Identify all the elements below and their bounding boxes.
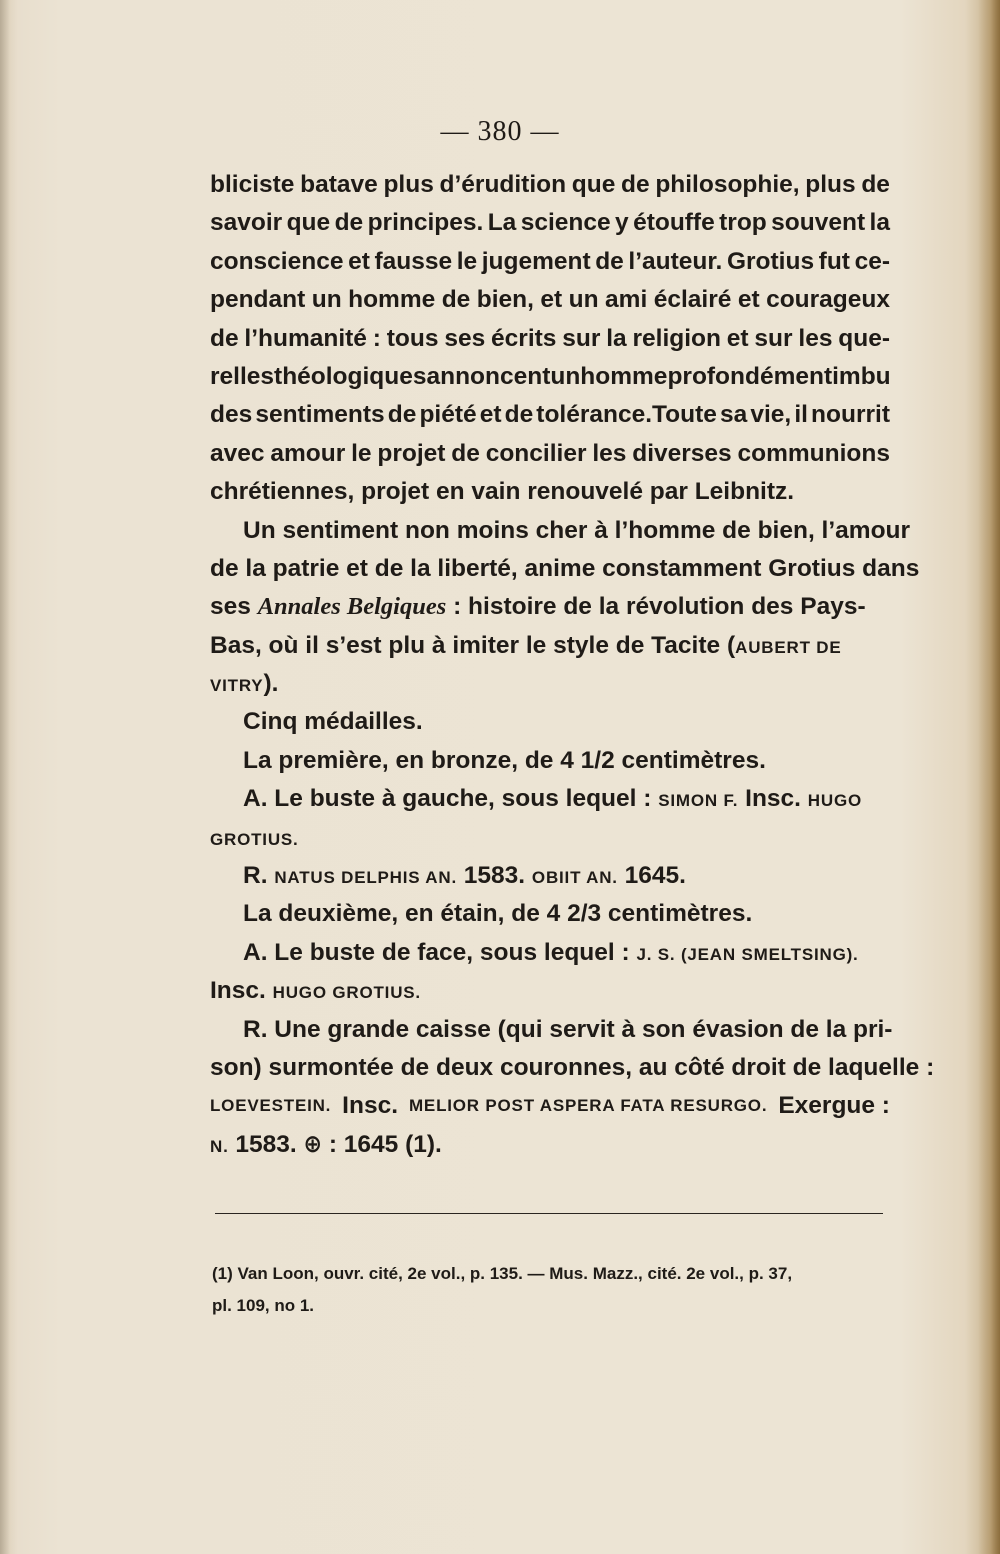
text-line: [210, 780, 890, 818]
word: et: [348, 247, 370, 275]
word: de: [387, 401, 417, 429]
text-line: [210, 396, 890, 434]
text-fragment: A. Le buste à gauche, sous lequel :: [243, 785, 652, 813]
word: fut: [818, 247, 850, 275]
text-line: [210, 243, 890, 281]
word: théologiques: [274, 362, 427, 390]
word: relles: [210, 362, 275, 390]
word: l’auteur.: [628, 247, 723, 275]
text-fragment: ses: [210, 593, 251, 621]
year: 1645.: [624, 862, 686, 890]
text-line: [210, 934, 890, 972]
word: que: [286, 209, 331, 237]
word: conscience: [210, 247, 344, 275]
word: y: [615, 209, 629, 237]
inscription: MELIOR POST ASPERA FATA RESURGO.: [408, 1096, 768, 1116]
word: fausse: [374, 247, 453, 275]
text-fragment: R.: [243, 862, 268, 890]
text-line: de la patrie et de la liberté, anime constamment Grotius dans: [210, 554, 920, 582]
page-number: — 380 —: [440, 116, 560, 147]
word: sur: [754, 324, 793, 352]
text-fragment: Exergue :: [778, 1092, 890, 1120]
word: amour: [270, 439, 346, 467]
footnote-rule: [215, 1213, 883, 1214]
inscription: HUGO: [807, 791, 862, 811]
word: communions: [737, 439, 890, 467]
page-gutter-shadow: [978, 0, 1000, 1554]
text-line: [210, 166, 890, 204]
word: un: [550, 362, 581, 390]
word: courageux: [766, 286, 890, 314]
text-line: La deuxième, en étain, de 4 2/3 centimètres.: [243, 900, 753, 928]
text-line: R. Une grande caisse (qui servit à son évasion de la pri-: [243, 1015, 893, 1043]
word: de: [441, 286, 471, 314]
word: plus: [805, 171, 856, 198]
word: et: [479, 401, 502, 429]
word: sentiments: [255, 401, 385, 429]
word: imbu: [832, 362, 891, 390]
book-title: Annales Belgiques: [257, 593, 447, 621]
word: homme: [580, 362, 668, 390]
footnote-line: (1) Van Loon, ouvr. cité, 2e vol., p. 135. — Mus. Mazz., cité. 2e vol., p. 37,: [212, 1264, 793, 1283]
word: batave: [300, 171, 378, 198]
inscription: HUGO GROTIUS.: [272, 983, 421, 1003]
word: tolérance.Toute: [536, 401, 717, 429]
word: La: [487, 209, 517, 237]
inscription: OBIIT AN.: [531, 868, 618, 888]
author-name: VITRY: [210, 676, 264, 696]
word: le: [351, 439, 372, 467]
word: éclairé: [653, 286, 732, 314]
word: un: [568, 286, 599, 314]
word: des: [210, 401, 253, 429]
text-fragment: A. Le buste de face, sous lequel :: [243, 938, 630, 966]
text-fragment: Insc.: [745, 785, 801, 813]
inscription: J. S. (JEAN SMELTSING).: [636, 944, 859, 964]
word: de: [334, 209, 364, 237]
text-line: Un sentiment non moins cher à l’homme de bien, l’amour: [243, 516, 911, 544]
word: un: [311, 286, 342, 314]
word: annoncent: [426, 362, 551, 390]
word: sur: [562, 324, 601, 352]
author-name: AUBERT DE: [735, 637, 842, 657]
word: que-: [838, 324, 890, 352]
page-left-edge: [0, 0, 10, 1554]
word: religion: [632, 324, 721, 352]
word: pendant: [210, 286, 306, 314]
word: le: [456, 247, 478, 275]
word: ce-: [854, 247, 890, 275]
word: plus: [383, 171, 434, 198]
word: homme: [348, 286, 436, 314]
text-fragment: Insc.: [342, 1092, 399, 1120]
word: la: [606, 324, 627, 352]
word: que: [571, 171, 616, 198]
word: de: [595, 247, 624, 275]
word: de: [621, 171, 650, 198]
inscription: LOEVESTEIN.: [210, 1096, 332, 1116]
word: de: [210, 324, 239, 352]
text-line: chrétiennes, projet en vain renouvelé par Leibnitz.: [210, 478, 795, 506]
footnote-line: pl. 109, no 1.: [212, 1296, 315, 1315]
inscription: SIMON F.: [658, 791, 739, 811]
text-fragment: Insc.: [210, 977, 266, 1005]
text-line: Cinq médailles.: [243, 708, 423, 736]
text-fragment: Bas, où il s’est plu à imiter le style de Tacite (: [210, 631, 736, 659]
text-line: son) surmontée de deux couronnes, au côté droit de laquelle :: [210, 1053, 935, 1081]
word: nourrit: [811, 401, 890, 429]
word: principes.: [367, 209, 484, 237]
text-line: [210, 857, 890, 895]
text-fragment: : histoire de la révolution des Pays-: [453, 593, 866, 621]
text-line: [210, 819, 890, 857]
text-line: [210, 358, 890, 396]
word: bien,: [476, 286, 534, 314]
word: écrits: [491, 324, 557, 352]
word: jugement: [481, 247, 591, 275]
word: diverses: [632, 439, 732, 467]
word: la: [869, 209, 890, 237]
word: souvent: [771, 209, 866, 237]
word: et: [737, 286, 760, 314]
word: Grotius: [726, 247, 815, 275]
word: et: [726, 324, 749, 352]
word: projet: [377, 439, 446, 467]
text-line: [210, 588, 890, 626]
text-line: [210, 1087, 890, 1125]
main-text: [210, 166, 935, 1164]
word: savoir: [210, 209, 283, 237]
text-line: [210, 1126, 890, 1164]
text-line: [210, 281, 890, 319]
word: de: [861, 171, 890, 198]
word: avec: [210, 439, 265, 467]
word: vie,: [750, 401, 792, 429]
footnotes: [212, 1258, 888, 1322]
word: étouffe: [633, 209, 715, 237]
word: piété: [419, 401, 477, 429]
word: concilier: [485, 439, 587, 467]
text-line: [210, 665, 890, 703]
word: il: [794, 401, 808, 429]
year: 1583.: [463, 862, 526, 890]
word: de: [451, 439, 480, 467]
word: ses: [444, 324, 486, 352]
word: les: [592, 439, 627, 467]
word: trop: [719, 209, 767, 237]
word: sa: [720, 401, 748, 429]
word: l’humanité: [244, 324, 367, 352]
text-line: [210, 320, 890, 358]
text-line: [210, 972, 890, 1010]
text-fragment: ).: [263, 670, 279, 698]
inscription: NATUS DELPHIS AN.: [274, 868, 457, 888]
word: science: [520, 209, 611, 237]
word: de: [504, 401, 534, 429]
inscription: GROTIUS.: [210, 829, 299, 849]
text-line: [210, 435, 890, 473]
word: profondément: [667, 362, 833, 390]
word: tous: [386, 324, 439, 352]
text-line: [210, 204, 890, 242]
word: ami: [605, 286, 648, 314]
text-line: La première, en bronze, de 4 1/2 centimètres.: [243, 746, 766, 774]
word: d’érudition: [439, 171, 567, 198]
text-line: [210, 627, 890, 665]
word: et: [540, 286, 563, 314]
text-fragment: 1583. ⊕ : 1645 (1).: [235, 1130, 442, 1158]
word: les: [798, 324, 833, 352]
word: philosophie,: [655, 171, 800, 198]
word: bliciste: [210, 171, 295, 198]
inscription: N.: [210, 1136, 229, 1156]
word: :: [372, 324, 381, 352]
